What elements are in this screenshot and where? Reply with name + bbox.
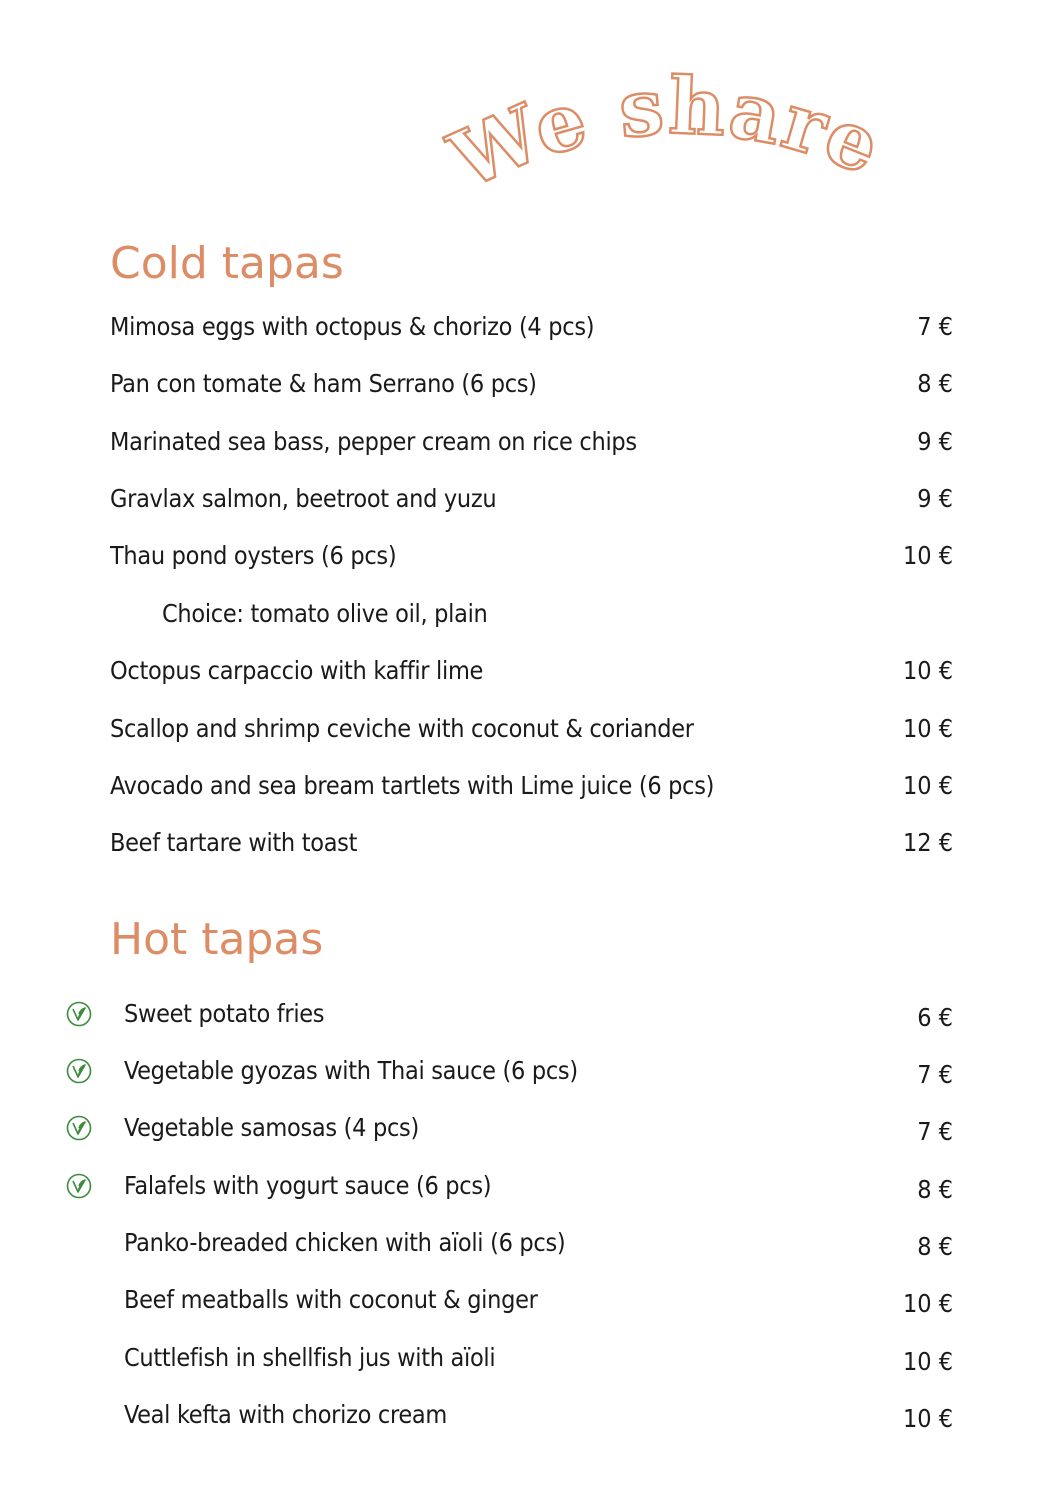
hot-menu-item: [0, 1282, 1059, 1318]
cold-menu-item: [0, 424, 1059, 460]
cold-menu-item: [0, 768, 1059, 804]
oyster-choice-note: Choice: tomato olive oil, plain: [162, 599, 488, 628]
item-price: 9 €: [917, 484, 953, 513]
item-price: 10 €: [902, 541, 953, 570]
cold-menu-item: [0, 538, 1059, 574]
cold-menu-item: [0, 309, 1059, 345]
item-name: Octopus carpaccio with kaffir lime: [110, 656, 484, 685]
hot-menu-item: [0, 996, 1059, 1032]
cold-menu-item: [0, 481, 1059, 517]
item-price: 7 €: [917, 1117, 953, 1146]
item-price: 10 €: [902, 1347, 953, 1376]
item-price: 7 €: [917, 1060, 953, 1089]
item-price: 10 €: [902, 1404, 953, 1433]
item-name: Sweet potato fries: [124, 999, 325, 1028]
item-name: Beef meatballs with coconut & ginger: [124, 1285, 538, 1314]
item-name: Cuttlefish in shellfish jus with aïoli: [124, 1343, 496, 1372]
item-price: 8 €: [917, 1232, 953, 1261]
item-name: Gravlax salmon, beetroot and yuzu: [110, 484, 497, 513]
item-price: 7 €: [917, 312, 953, 341]
cold-menu-item: [0, 711, 1059, 747]
cold-tapas-heading: Cold tapas: [110, 238, 344, 289]
cold-menu-item: [0, 653, 1059, 689]
item-price: 10 €: [902, 1289, 953, 1318]
hot-menu-item: [0, 1225, 1059, 1261]
item-price: 10 €: [902, 771, 953, 800]
item-name: Avocado and sea bream tartlets with Lime juice (6 pcs): [110, 771, 715, 800]
vegetarian-leaf-icon: [66, 1173, 92, 1199]
hot-menu-item: [0, 1110, 1059, 1146]
vegetarian-leaf-icon: [66, 1001, 92, 1027]
item-name: Pan con tomate & ham Serrano (6 pcs): [110, 369, 537, 398]
item-name: Marinated sea bass, pepper cream on rice chips: [110, 427, 637, 456]
page-header-title: [430, 40, 910, 210]
hot-menu-item: [0, 1168, 1059, 1204]
item-price: 6 €: [917, 1003, 953, 1032]
item-name: Panko-breaded chicken with aïoli (6 pcs): [124, 1228, 566, 1257]
item-name: Scallop and shrimp ceviche with coconut & coriander: [110, 714, 694, 743]
header-title-text: We share: [437, 60, 895, 207]
item-name: Beef tartare with toast: [110, 828, 358, 857]
item-price: 10 €: [902, 714, 953, 743]
hot-tapas-heading: Hot tapas: [110, 914, 324, 965]
hot-menu-item: [0, 1397, 1059, 1433]
cold-menu-item: [0, 825, 1059, 861]
item-name: Thau pond oysters (6 pcs): [110, 541, 397, 570]
item-price: 12 €: [902, 828, 953, 857]
item-price: 9 €: [917, 427, 953, 456]
item-name: Vegetable gyozas with Thai sauce (6 pcs): [124, 1056, 578, 1085]
hot-menu-item: [0, 1053, 1059, 1089]
item-price: 10 €: [902, 656, 953, 685]
item-name: Vegetable samosas (4 pcs): [124, 1113, 419, 1142]
vegetarian-leaf-icon: [66, 1058, 92, 1084]
item-price: 8 €: [917, 369, 953, 398]
vegetarian-leaf-icon: [66, 1115, 92, 1141]
item-name: Falafels with yogurt sauce (6 pcs): [124, 1171, 492, 1200]
item-name: Mimosa eggs with octopus & chorizo (4 pcs): [110, 312, 595, 341]
cold-menu-item: [0, 366, 1059, 402]
item-price: 8 €: [917, 1175, 953, 1204]
item-name: Veal kefta with chorizo cream: [124, 1400, 447, 1429]
hot-menu-item: [0, 1340, 1059, 1376]
